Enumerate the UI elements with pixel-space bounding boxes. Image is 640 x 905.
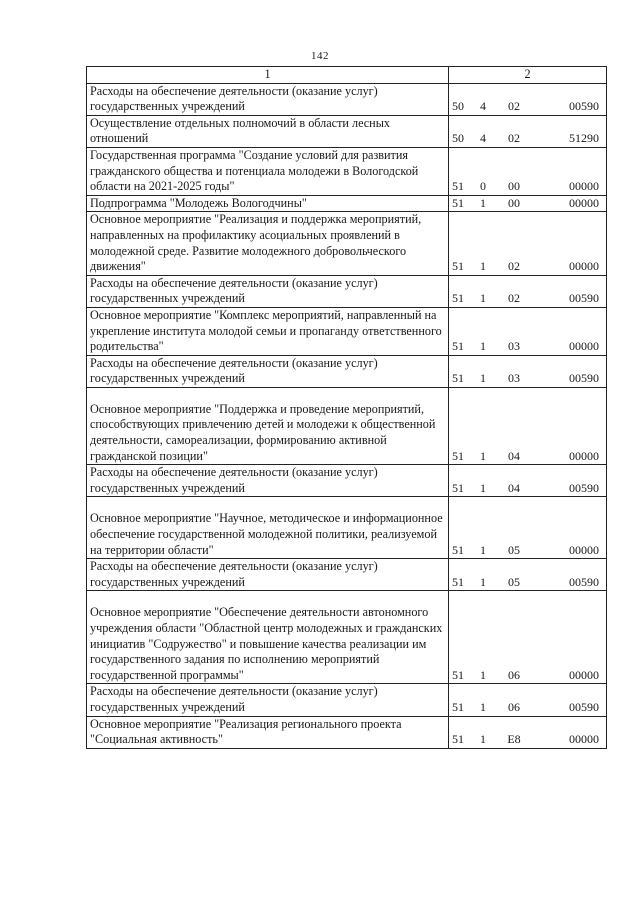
code-program: 51	[452, 195, 464, 210]
row-code-cell	[449, 275, 607, 307]
row-code-cell	[449, 115, 607, 147]
target-article-code	[452, 371, 603, 387]
row-code-cell	[449, 716, 607, 748]
code-direction: 00000	[569, 195, 599, 210]
table-row	[87, 307, 607, 355]
code-program: 51	[452, 371, 464, 386]
code-subprogram: 1	[480, 371, 486, 386]
row-description: Основное мероприятие "Обеспечение деятельности автономного учреждения области "Областной центр молодежных и гражданских инициатив "Содружество" и повышение качества реализации им государственного задания по исполнению мероприятий государственной программы"	[87, 591, 449, 684]
code-direction: 00000	[569, 259, 599, 274]
code-subprogram: 1	[480, 574, 486, 589]
code-program: 51	[452, 574, 464, 589]
code-subprogram: 4	[480, 99, 486, 114]
code-event: 00	[508, 195, 520, 210]
code-program: 51	[452, 699, 464, 714]
code-direction: 51290	[569, 131, 599, 146]
row-description: Расходы на обеспечение деятельности (оказание услуг) государственных учреждений	[87, 355, 449, 387]
code-program: 50	[452, 131, 464, 146]
target-article-code	[452, 732, 603, 748]
page-number: 142	[311, 50, 329, 62]
row-description: Расходы на обеспечение деятельности (оказание услуг) государственных учреждений	[87, 275, 449, 307]
target-article-code	[452, 259, 603, 275]
code-subprogram: 1	[480, 259, 486, 274]
table-row	[87, 212, 607, 275]
row-code-cell	[449, 684, 607, 716]
row-code-cell	[449, 465, 607, 497]
table-row	[87, 115, 607, 147]
code-subprogram: 1	[480, 339, 486, 354]
table-row	[87, 355, 607, 387]
code-program: 51	[452, 732, 464, 747]
code-program: 51	[452, 480, 464, 495]
code-subprogram: 1	[480, 195, 486, 210]
code-subprogram: 1	[480, 699, 486, 714]
target-article-code	[452, 449, 603, 465]
code-event: 02	[508, 99, 520, 114]
code-subprogram: 1	[480, 542, 486, 557]
code-event: 05	[508, 542, 520, 557]
row-description: Расходы на обеспечение деятельности (оказание услуг) государственных учреждений	[87, 83, 449, 115]
code-direction: 00590	[569, 371, 599, 386]
row-description: Основное мероприятие "Комплекс мероприятий, направленный на укрепление института молодой семьи и пропаганду ответственного родительства"	[87, 307, 449, 355]
target-article-code	[452, 481, 603, 497]
code-subprogram: 1	[480, 732, 486, 747]
row-code-cell	[449, 83, 607, 115]
row-description: Расходы на обеспечение деятельности (оказание услуг) государственных учреждений	[87, 684, 449, 716]
table-row	[87, 195, 607, 212]
table-header-row	[87, 67, 607, 84]
budget-classification-table	[86, 66, 607, 749]
table-row	[87, 83, 607, 115]
row-description: Государственная программа "Создание условий для развития гражданского общества и потенциала молодежи в Вологодской области на 2021-2025 годы"	[87, 147, 449, 195]
code-direction: 00000	[569, 448, 599, 463]
row-code-cell	[449, 387, 607, 464]
code-event: 02	[508, 131, 520, 146]
row-description: Расходы на обеспечение деятельности (оказание услуг) государственных учреждений	[87, 465, 449, 497]
target-article-code	[452, 131, 603, 147]
code-program: 51	[452, 448, 464, 463]
row-code-cell	[449, 559, 607, 591]
code-subprogram: 1	[480, 667, 486, 682]
code-direction: 00000	[569, 179, 599, 194]
code-direction: 00590	[569, 574, 599, 589]
table-row	[87, 387, 607, 464]
code-event: 04	[508, 480, 520, 495]
row-code-cell	[449, 212, 607, 275]
code-direction: 00000	[569, 542, 599, 557]
code-program: 51	[452, 291, 464, 306]
code-event: 06	[508, 699, 520, 714]
row-description: Подпрограмма "Молодежь Вологодчины"	[87, 195, 449, 212]
target-article-code	[452, 575, 603, 591]
row-code-cell	[449, 591, 607, 684]
code-subprogram: 1	[480, 480, 486, 495]
code-subprogram: 4	[480, 131, 486, 146]
code-event: E8	[507, 732, 521, 747]
target-article-code	[452, 339, 603, 355]
code-subprogram: 0	[480, 179, 486, 194]
code-event: 03	[508, 339, 520, 354]
column-2-header: 2	[449, 67, 607, 84]
code-program: 51	[452, 542, 464, 557]
table-row	[87, 497, 607, 559]
target-article-code	[452, 99, 603, 115]
row-description: Основное мероприятие "Поддержка и проведение мероприятий, способствующих привлечению детей и молодежи к общественной деятельности, самореализации, формированию активной гражданской позиции"	[87, 387, 449, 464]
code-direction: 00590	[569, 291, 599, 306]
table-row	[87, 591, 607, 684]
code-event: 00	[508, 179, 520, 194]
row-code-cell	[449, 147, 607, 195]
code-event: 05	[508, 574, 520, 589]
table-row	[87, 275, 607, 307]
target-article-code	[452, 179, 603, 195]
code-program: 51	[452, 259, 464, 274]
code-program: 50	[452, 99, 464, 114]
code-event: 06	[508, 667, 520, 682]
code-program: 51	[452, 339, 464, 354]
row-description: Основное мероприятие "Реализация регионального проекта "Социальная активность"	[87, 716, 449, 748]
row-code-cell	[449, 497, 607, 559]
code-direction: 00590	[569, 99, 599, 114]
row-description: Основное мероприятие "Научное, методическое и информационное обеспечение государственной молодежной политики, реализуемой на территории области"	[87, 497, 449, 559]
row-code-cell	[449, 355, 607, 387]
row-code-cell	[449, 195, 607, 212]
table-row	[87, 559, 607, 591]
code-subprogram: 1	[480, 291, 486, 306]
code-direction: 00590	[569, 699, 599, 714]
target-article-code	[452, 196, 603, 212]
target-article-code	[452, 291, 603, 307]
row-code-cell	[449, 307, 607, 355]
row-description: Осуществление отдельных полномочий в области лесных отношений	[87, 115, 449, 147]
code-program: 51	[452, 667, 464, 682]
code-event: 02	[508, 291, 520, 306]
code-event: 04	[508, 448, 520, 463]
target-article-code	[452, 700, 603, 716]
code-direction: 00590	[569, 480, 599, 495]
code-direction: 00000	[569, 732, 599, 747]
code-event: 03	[508, 371, 520, 386]
code-program: 51	[452, 179, 464, 194]
row-description: Основное мероприятие "Реализация и поддержка мероприятий, направленных на профилактику асоциальных проявлений в молодежной среде. Развитие молодежного добровольческого движения"	[87, 212, 449, 275]
code-direction: 00000	[569, 339, 599, 354]
code-direction: 00000	[569, 667, 599, 682]
table-row	[87, 716, 607, 748]
table-row	[87, 147, 607, 195]
code-subprogram: 1	[480, 448, 486, 463]
row-description: Расходы на обеспечение деятельности (оказание услуг) государственных учреждений	[87, 559, 449, 591]
code-event: 02	[508, 259, 520, 274]
target-article-code	[452, 668, 603, 684]
target-article-code	[452, 543, 603, 559]
table-row	[87, 684, 607, 716]
column-1-header: 1	[87, 67, 449, 84]
table-row	[87, 465, 607, 497]
